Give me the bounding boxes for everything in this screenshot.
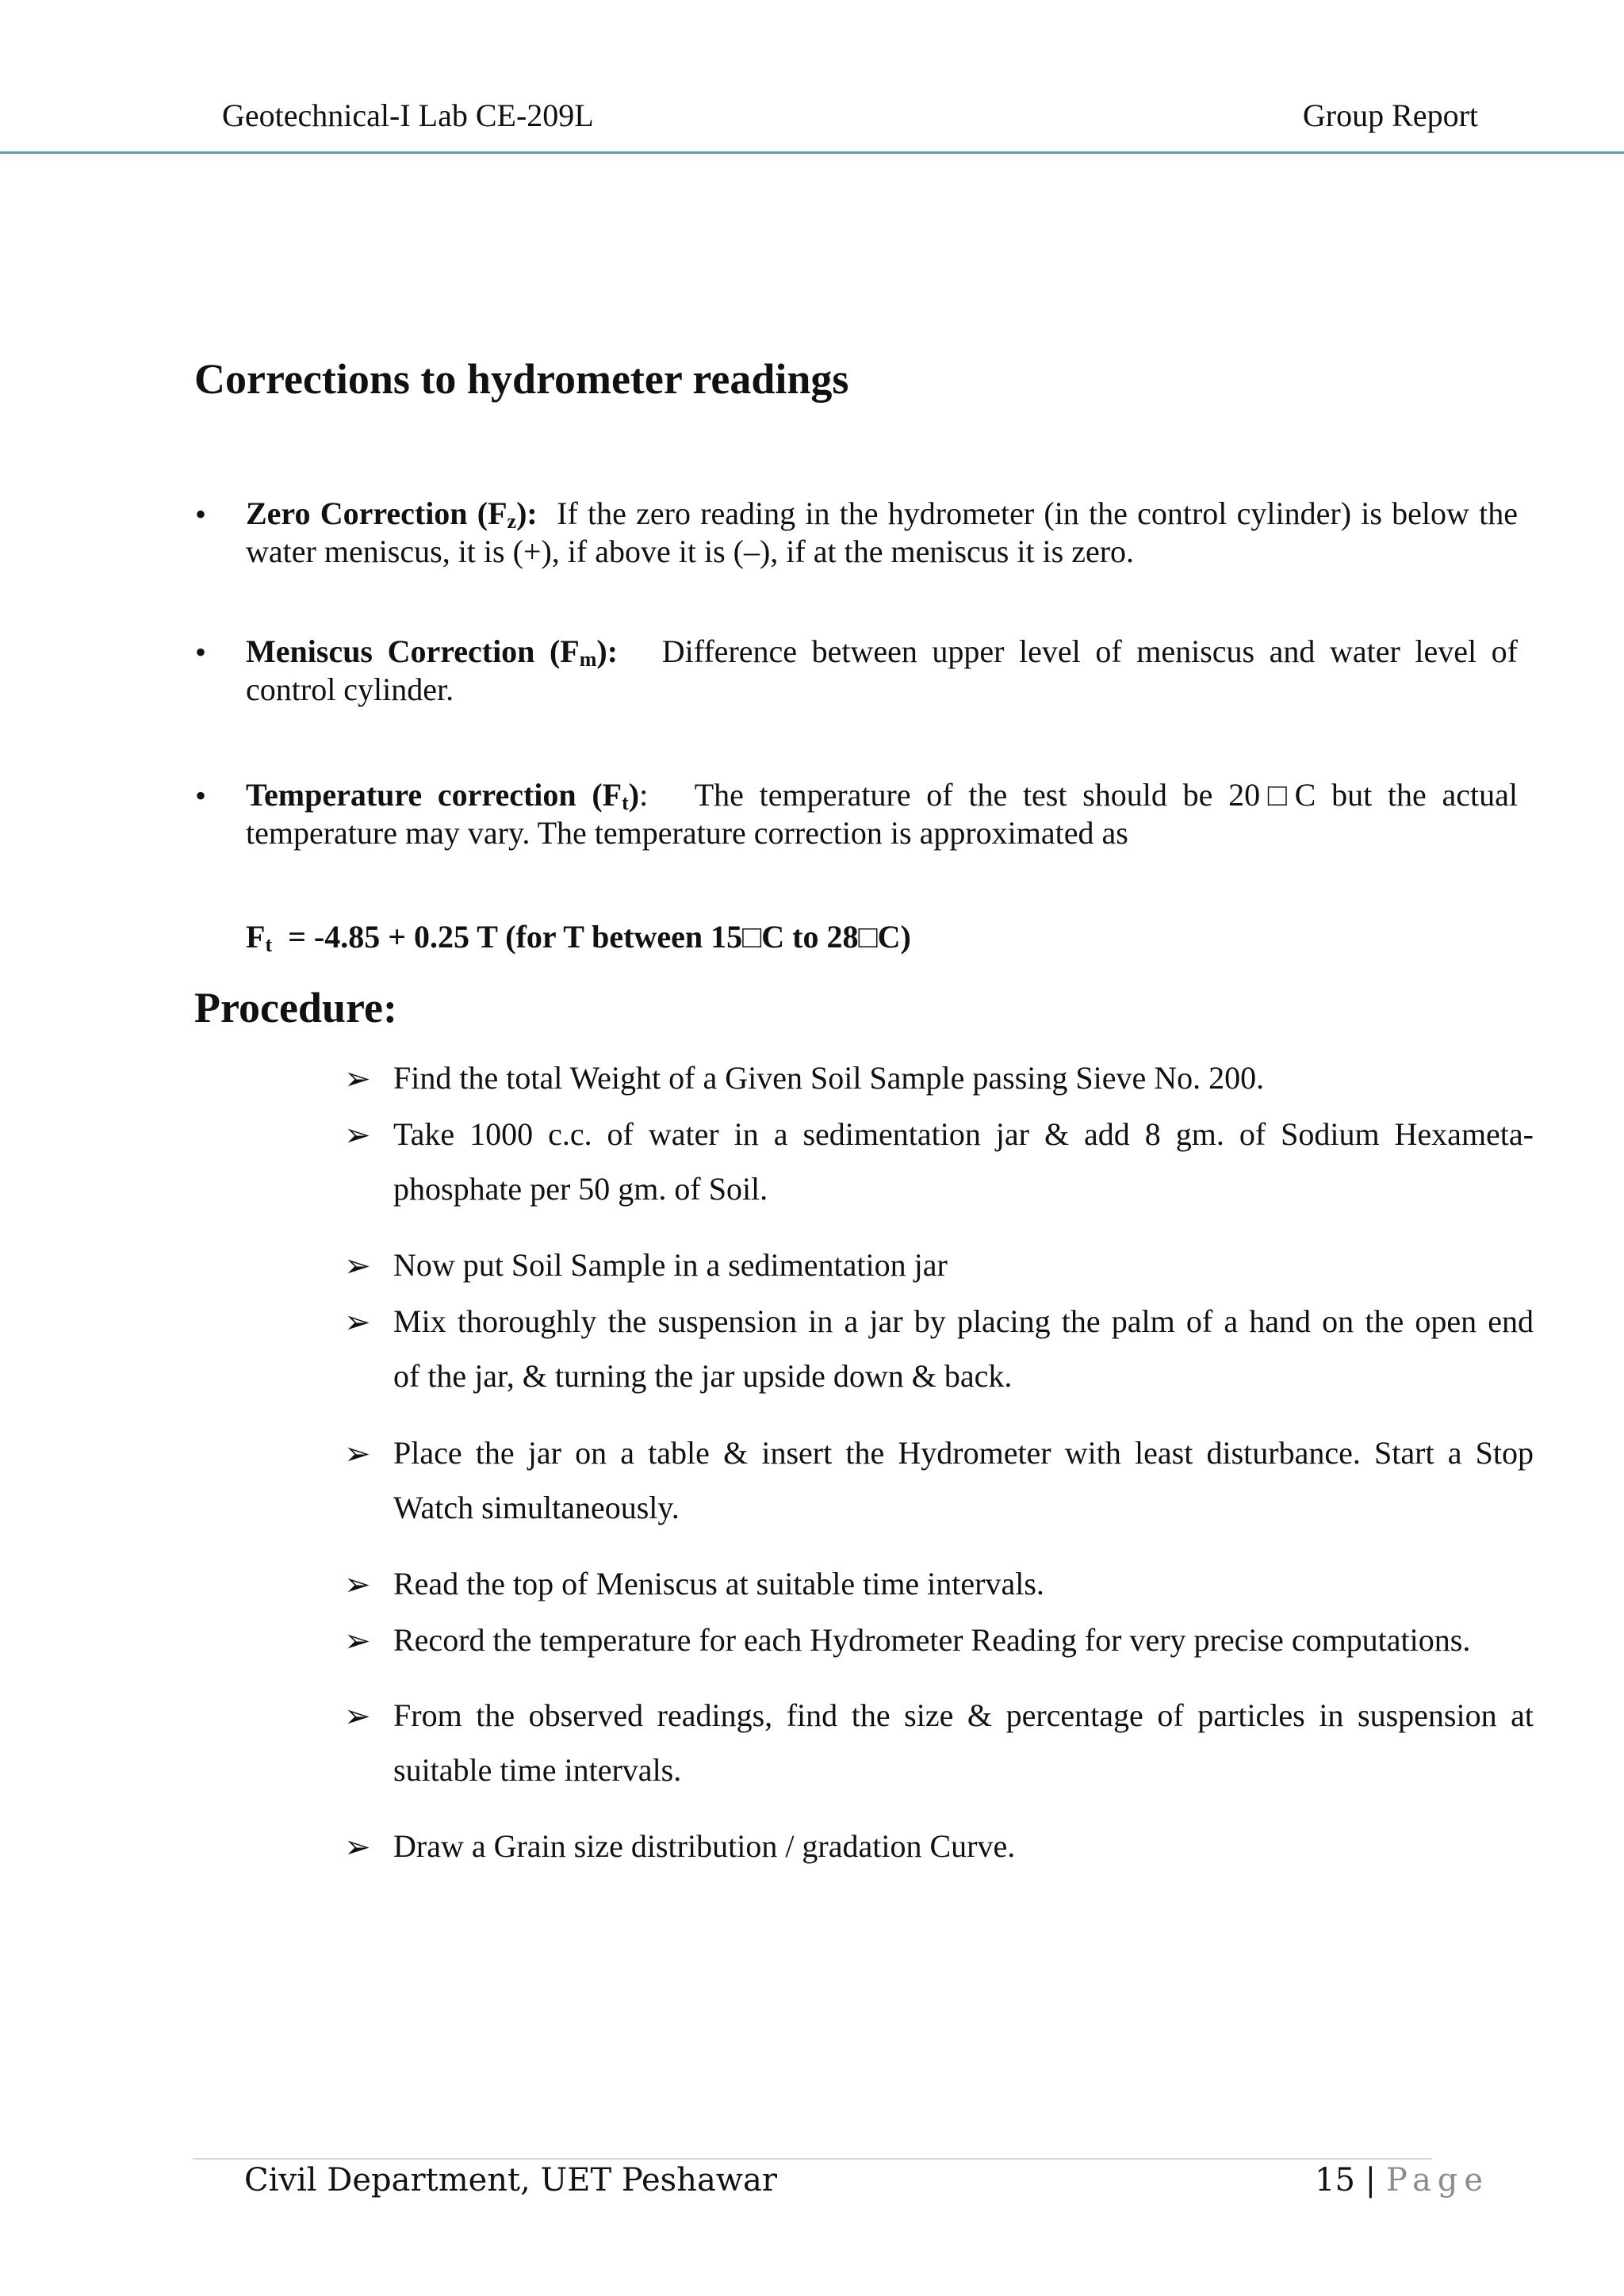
correction-item-line: water meniscus, it is (+), if above it is (–), if at the meniscus it is zero. <box>246 534 1135 569</box>
temperature-correction-formula: $F_t = -4.85 + 0.25$ T (for T between 15□C to 28□C) <box>246 919 911 956</box>
arrow-bullet-icon: ➢ <box>344 1698 371 1734</box>
procedure-step: Mix thoroughly the suspension in a jar by placing the palm of a hand on the open end of the jar, & turning the jar upside down & back. <box>393 1303 1534 1394</box>
correction-item-line: temperature may vary. The temperature correction is approximated as <box>246 815 1128 851</box>
arrow-bullet-icon: ➢ <box>344 1061 371 1096</box>
correction-term: Temperature correction $(F_t)$ <box>246 777 640 814</box>
correction-item-line: Meniscus Correction $(F_m)$: Difference between upper level of meniscus and water level of <box>246 633 1518 671</box>
procedure-heading: Procedure: <box>194 984 397 1031</box>
arrow-bullet-icon: ➢ <box>344 1567 371 1602</box>
procedure-step: From the observed readings, find the size & percentage of particles in suspension at suitable time intervals. <box>393 1697 1534 1788</box>
procedure-step: Place the jar on a table & insert the Hydrometer with least disturbance. Start a Stop Watch simultaneously. <box>393 1435 1534 1525</box>
page-number: 15 | Page <box>1315 2162 1490 2198</box>
procedure-step: Find the total Weight of a Given Soil Sample passing Sieve No. 200. <box>393 1060 1265 1096</box>
bullet-symbol: • <box>195 496 207 532</box>
arrow-bullet-icon: ➢ <box>344 1436 371 1471</box>
procedure-step: Record the temperature for each Hydrometer Reading for very precise computations. <box>393 1622 1471 1658</box>
correction-item-zero <box>246 495 1518 571</box>
header-divider <box>0 151 1624 154</box>
bullet-symbol: • <box>195 778 207 813</box>
correction-item-line: control cylinder. <box>246 672 454 707</box>
procedure-step: Now put Soil Sample in a sedimentation jar <box>393 1247 948 1283</box>
correction-item-temperature <box>246 776 1518 852</box>
bullet-symbol: • <box>195 634 207 670</box>
arrow-bullet-icon: ➢ <box>344 1829 371 1865</box>
correction-item-line: Zero Correction $(F_z)$: If the zero reading in the hydrometer (in the control cylinder) is below the <box>246 496 1518 533</box>
procedure-step: Take 1000 c.c. of water in a sedimentation jar & add 8 gm. of Sodium Hexameta- phosphate per 50 gm. of Soil. <box>393 1116 1534 1207</box>
arrow-bullet-icon: ➢ <box>344 1117 371 1153</box>
footer-divider <box>193 2158 1432 2160</box>
correction-term: Zero Correction $(F_z)$: <box>246 496 538 533</box>
arrow-bullet-icon: ➢ <box>344 1304 371 1340</box>
correction-item-line: Temperature correction $(F_t)$: The temperature of the test should be 20□C but the actual <box>246 777 1518 814</box>
running-header-report-type: Group Report <box>1302 98 1478 133</box>
correction-term: Meniscus Correction $(F_m)$: <box>246 633 619 671</box>
procedure-step: Draw a Grain size distribution / gradation Curve. <box>393 1828 1016 1864</box>
arrow-bullet-icon: ➢ <box>344 1248 371 1284</box>
arrow-bullet-icon: ➢ <box>344 1623 371 1659</box>
correction-item-meniscus <box>246 633 1518 709</box>
running-header-course: Geotechnical-I Lab CE-209L <box>222 98 594 133</box>
corrections-heading: Corrections to hydrometer readings <box>194 355 849 403</box>
procedure-step: Read the top of Meniscus at suitable time intervals. <box>393 1566 1044 1601</box>
footer-department: Civil Department, UET Peshawar <box>244 2162 777 2198</box>
